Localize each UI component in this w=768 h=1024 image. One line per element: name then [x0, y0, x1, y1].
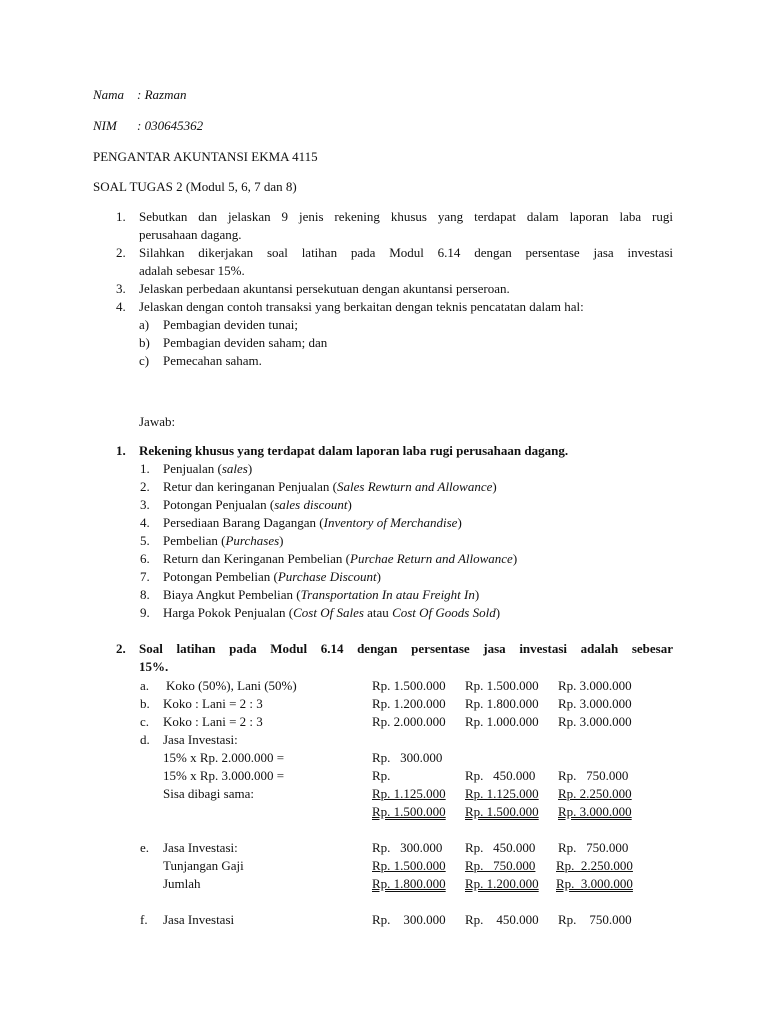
question-text: Jelaskan dengan contoh transaksi yang berkaitan dengan teknis pencatatan dalam hal:	[139, 299, 584, 314]
row-description: 15% x Rp. 2.000.000 =	[163, 750, 285, 765]
row-label: b.	[140, 696, 150, 711]
list-item-number: 3.	[140, 497, 150, 512]
question-text: adalah sebesar 15%.	[139, 263, 245, 278]
list-item-number: 6.	[140, 551, 150, 566]
question-number: 2.	[116, 245, 126, 260]
list-item-text: Potongan Penjualan (	[163, 497, 275, 512]
list-item-text: )	[512, 551, 518, 566]
amount-total: Rp. 2.250.000	[558, 786, 632, 801]
row-description: Jumlah	[163, 876, 201, 891]
row-description: Jasa Investasi	[163, 912, 235, 927]
list-item-term: Sales Rewturn and Allowance	[337, 479, 493, 494]
name-value: : Razman	[137, 87, 187, 102]
list-item-text: )	[457, 515, 462, 530]
amount-lani: Rp. 1.800.000	[465, 696, 539, 711]
row-label: e.	[140, 840, 150, 855]
list-item	[163, 478, 497, 496]
amount-total: Rp. 750.000	[558, 912, 632, 927]
list-item-text: Penjualan (	[163, 461, 222, 476]
list-item-text: Return dan Keringanan Pembelian (	[163, 551, 350, 566]
list-item-text: )	[279, 533, 284, 548]
list-item-text: )	[474, 587, 480, 602]
sub-question-label: a)	[139, 317, 150, 332]
sub-question-label: c)	[139, 353, 150, 368]
amount-lani: Rp. 450.000	[465, 768, 536, 783]
list-item-number: 2.	[140, 479, 150, 494]
row-description: Jasa Investasi:	[163, 840, 238, 855]
amount-lani: Rp. 1.200.000	[465, 876, 539, 891]
amount-koko: Rp. 1.800.000	[372, 876, 446, 891]
question-text: Silahkan dikerjakan soal latihan pada Modul 6.14 dengan persentase jasa investasi	[139, 245, 673, 260]
amount-lani: Rp. 1.500.000	[465, 804, 539, 819]
amount-koko: Rp. 1.200.000	[372, 696, 446, 711]
amount-koko: Rp.	[372, 768, 391, 783]
name-label: Nama	[93, 87, 125, 102]
amount-koko: Rp. 1.500.000	[372, 804, 446, 819]
amount-total: Rp. 3.000.000	[558, 678, 632, 693]
answer-heading: 15%.	[139, 659, 169, 674]
row-description: Koko : Lani = 2 : 3	[163, 696, 263, 711]
list-item-text: Persediaan Barang Dagangan (	[163, 515, 324, 530]
sub-question-label: b)	[139, 335, 150, 350]
list-item-term: Purchae Return and Allowance	[350, 551, 513, 566]
nim-label: NIM	[93, 118, 117, 133]
list-item-term: Cost Of Goods Sold	[392, 605, 496, 620]
amount-total: Rp. 750.000	[558, 840, 629, 855]
amount-koko: Rp. 1.125.000	[372, 786, 446, 801]
list-item-text: Retur dan keringanan Penjualan (	[163, 479, 337, 494]
question-text: perusahaan dagang.	[139, 227, 242, 242]
sub-question-text: Pembagian deviden tunai;	[163, 317, 299, 332]
question-number: 1.	[116, 209, 126, 224]
list-item-number: 1.	[140, 461, 150, 476]
amount-koko: Rp. 300.000	[372, 912, 446, 927]
list-item-text: )	[247, 461, 253, 476]
list-item-text: )	[376, 569, 381, 584]
amount-total: Rp. 750.000	[558, 768, 629, 783]
question-text: Jelaskan perbedaan akuntansi persekutuan dengan akuntansi perseroan.	[139, 281, 510, 296]
amount-koko: Rp. 1.500.000	[372, 858, 446, 873]
row-label: c.	[140, 714, 150, 729]
answer-heading: Rekening khusus yang terdapat dalam laporan laba rugi perusahaan dagang.	[139, 443, 569, 458]
amount-lani: Rp. 1.000.000	[465, 714, 539, 729]
amount-total: Rp. 3.000.000	[556, 876, 633, 891]
row-description: Koko (50%), Lani (50%)	[166, 678, 297, 693]
list-item-text: Harga Pokok Penjualan (	[163, 605, 294, 620]
list-item-term: Inventory of Merchandise	[323, 515, 458, 530]
list-item-number: 5.	[140, 533, 150, 548]
amount-total: Rp. 2.250.000	[556, 858, 633, 873]
list-item-text: )	[347, 497, 352, 512]
list-item-term: Cost Of Sales	[293, 605, 364, 620]
sub-question-text: Pemecahan saham.	[163, 353, 262, 368]
amount-total: Rp. 3.000.000	[558, 804, 632, 819]
amount-koko: Rp. 1.500.000	[372, 678, 446, 693]
list-item	[163, 514, 462, 532]
answer-title: Jawab:	[139, 414, 176, 429]
list-item-text: )	[495, 605, 501, 620]
list-item	[163, 604, 500, 622]
list-item-number: 7.	[140, 569, 150, 584]
list-item	[163, 550, 517, 568]
list-item-text: Pembelian (	[163, 533, 226, 548]
row-label: f.	[140, 912, 148, 927]
row-description: Sisa dibagi sama:	[163, 786, 254, 801]
row-description: 15% x Rp. 3.000.000 =	[163, 768, 285, 783]
list-item-term: sales	[221, 461, 248, 476]
list-item	[163, 568, 381, 586]
list-item-text: atau	[363, 605, 393, 620]
row-description: Tunjangan Gaji	[163, 858, 244, 873]
list-item-text: Potongan Pembelian (	[163, 569, 278, 584]
amount-koko: Rp. 300.000	[372, 750, 443, 765]
list-item	[163, 460, 252, 478]
list-item-term: Purchase Discount	[277, 569, 377, 584]
amount-lani: Rp. 750.000	[465, 858, 536, 873]
amount-lani: Rp. 1.500.000	[465, 678, 539, 693]
nim-value: : 030645362	[137, 118, 204, 133]
row-description: Koko : Lani = 2 : 3	[163, 714, 263, 729]
question-number: 3.	[116, 281, 126, 296]
question-number: 4.	[116, 299, 126, 314]
task-title: SOAL TUGAS 2 (Modul 5, 6, 7 dan 8)	[93, 179, 297, 194]
list-item-term: sales discount	[274, 497, 348, 512]
amount-lani: Rp. 450.000	[465, 912, 539, 927]
sub-question-text: Pembagian deviden saham; dan	[163, 335, 328, 350]
list-item	[163, 532, 284, 550]
answer-number: 2.	[116, 641, 126, 656]
list-item	[163, 586, 479, 604]
list-item-number: 4.	[140, 515, 150, 530]
row-label: d.	[140, 732, 150, 747]
amount-koko: Rp. 300.000	[372, 840, 443, 855]
amount-lani: Rp. 1.125.000	[465, 786, 539, 801]
amount-total: Rp. 3.000.000	[558, 696, 632, 711]
row-description: Jasa Investasi:	[163, 732, 238, 747]
list-item-number: 9.	[140, 605, 150, 620]
course-title: PENGANTAR AKUNTANSI EKMA 4115	[93, 149, 318, 164]
amount-lani: Rp. 450.000	[465, 840, 536, 855]
list-item-number: 8.	[140, 587, 150, 602]
question-text: Sebutkan dan jelaskan 9 jenis rekening khusus yang terdapat dalam laporan laba rugi	[139, 209, 673, 224]
list-item	[163, 496, 352, 514]
answer-heading: Soal latihan pada Modul 6.14 dengan persentase jasa investasi adalah sebesar	[139, 641, 673, 656]
answer-number: 1.	[116, 443, 126, 458]
list-item-term: Purchases	[225, 533, 280, 548]
amount-total: Rp. 3.000.000	[558, 714, 632, 729]
row-label: a.	[140, 678, 150, 693]
list-item-term: Transportation In atau Freight In	[300, 587, 475, 602]
amount-koko: Rp. 2.000.000	[372, 714, 446, 729]
list-item-text: )	[492, 479, 497, 494]
list-item-text: Biaya Angkut Pembelian (	[163, 587, 301, 602]
